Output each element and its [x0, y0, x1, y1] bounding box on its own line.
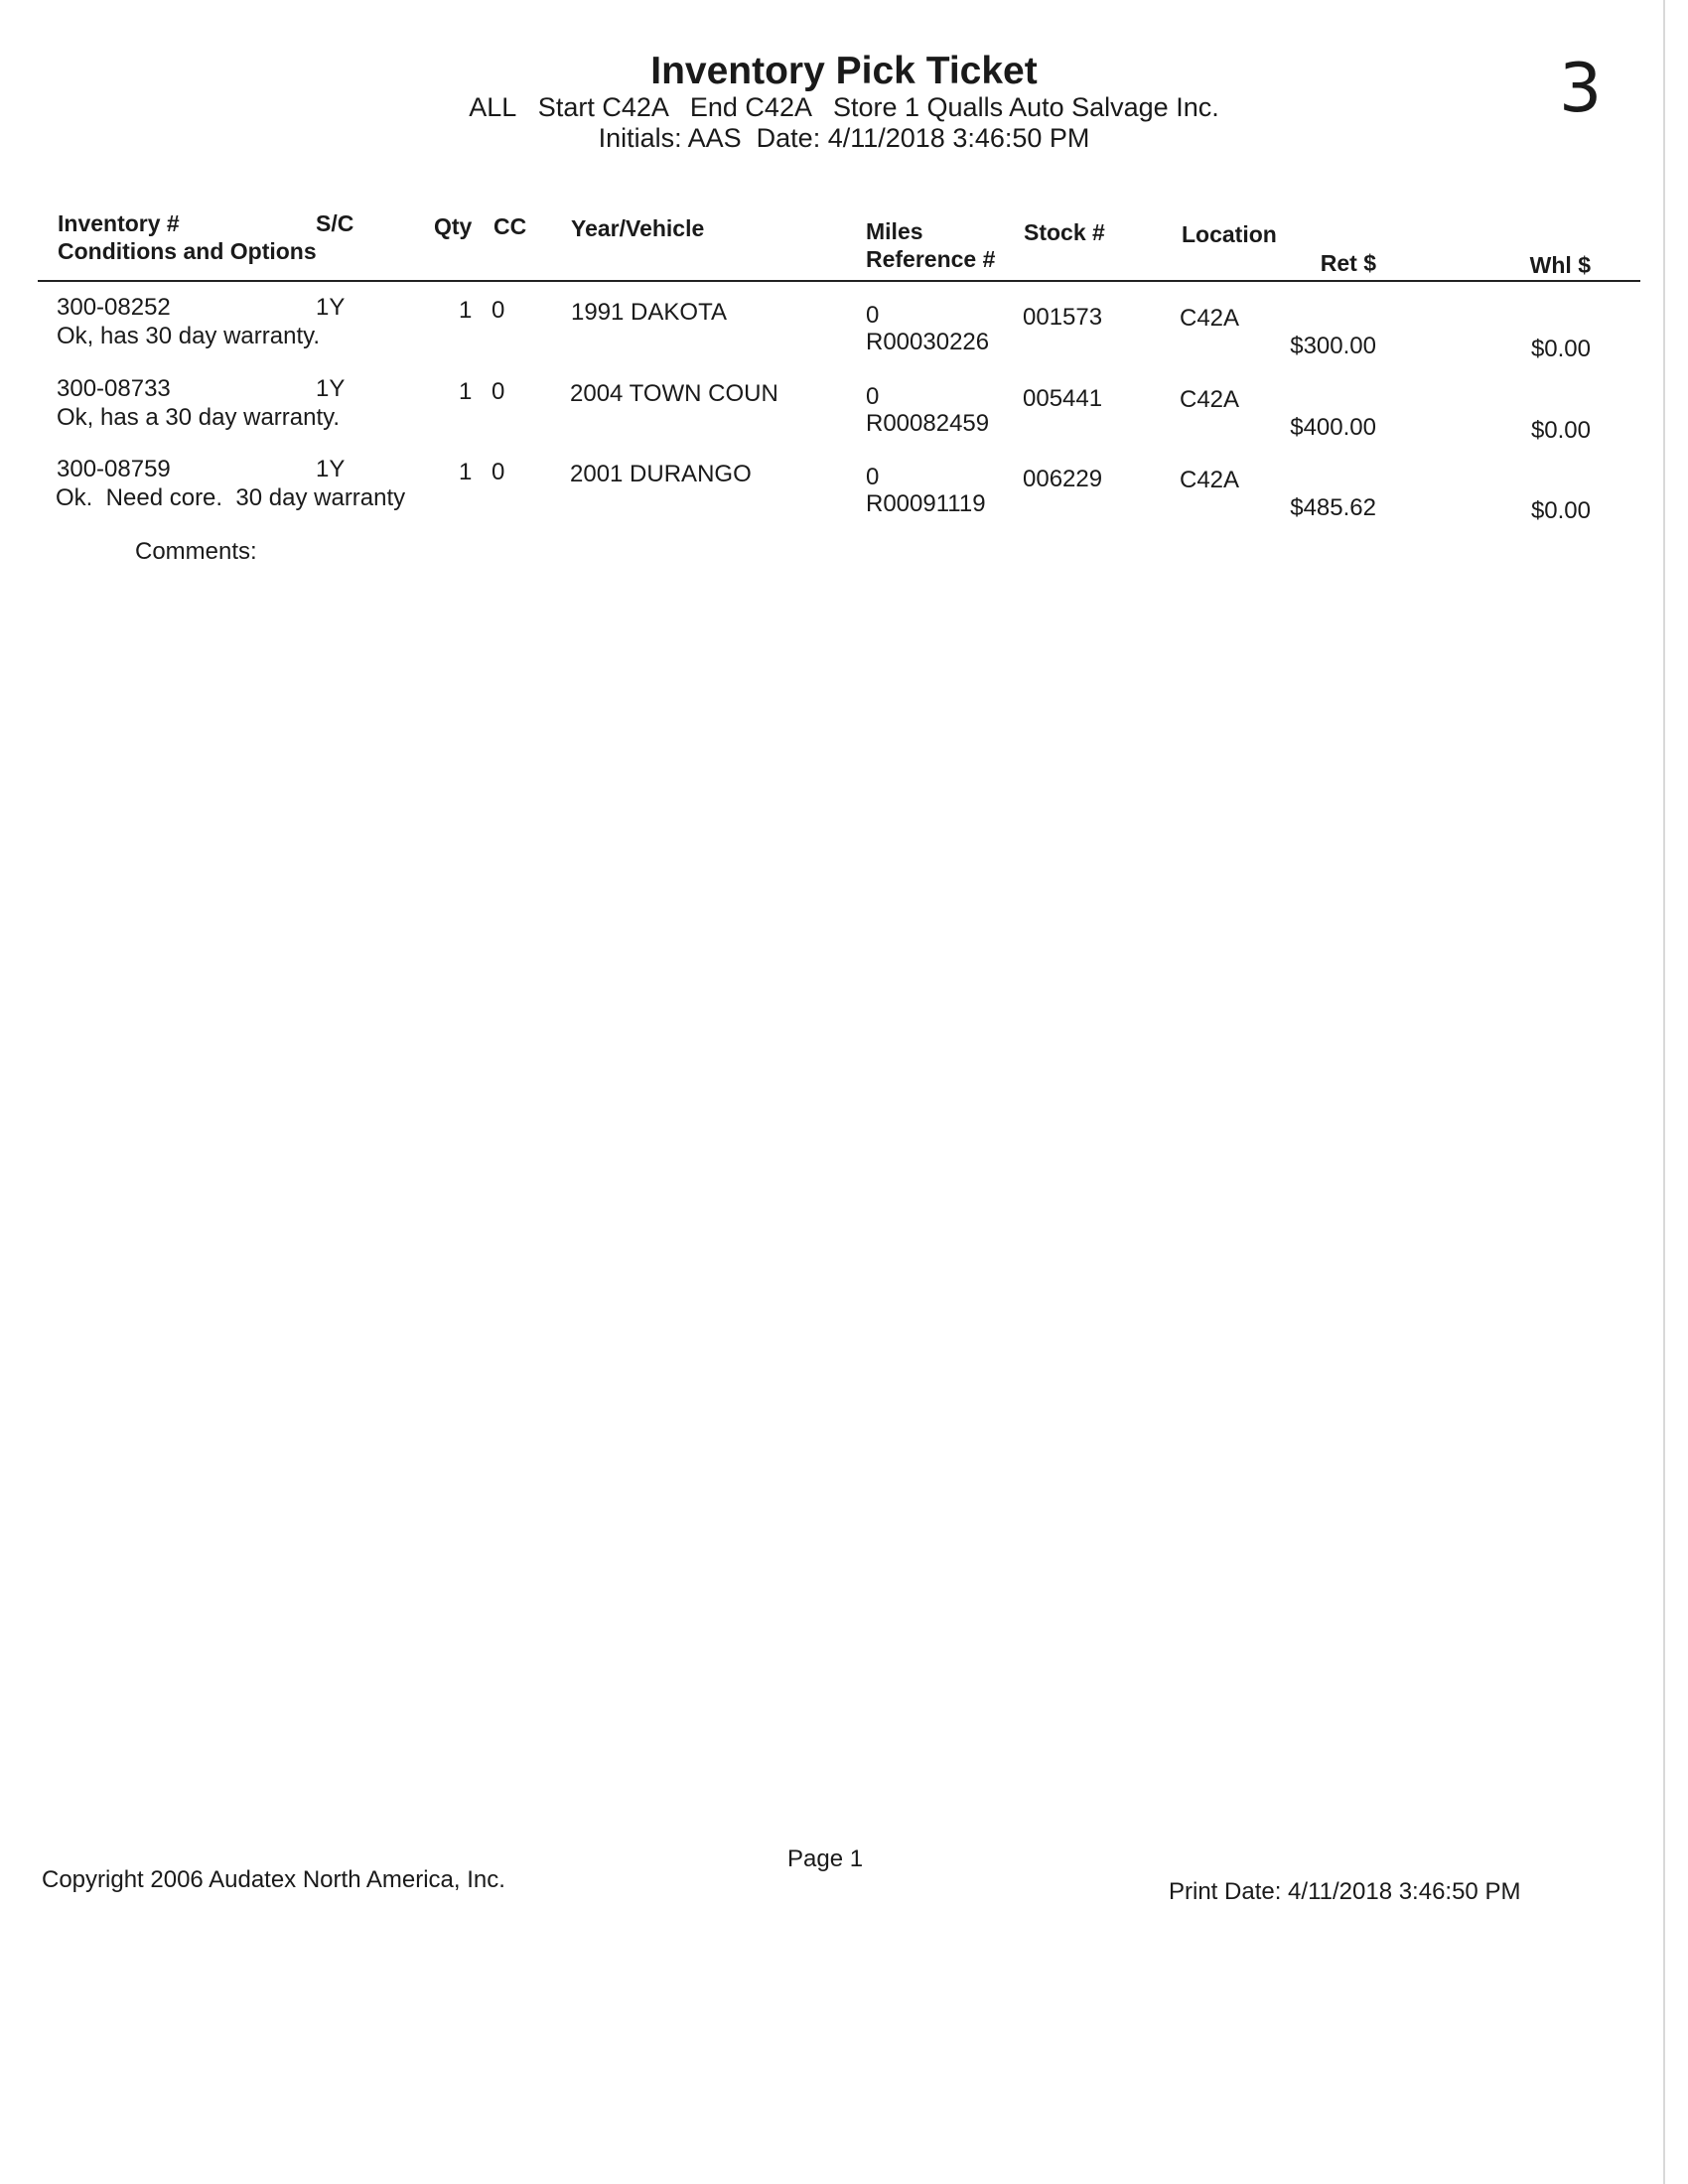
row-stock: 001573 [1023, 304, 1103, 331]
comments-label: Comments: [135, 538, 257, 565]
col-inventory: Inventory # [58, 210, 180, 236]
row-qty: 1 [459, 378, 473, 405]
row-inventory: 300-08733 [57, 375, 171, 402]
footer-copyright: Copyright 2006 Audatex North America, Inc. [42, 1866, 505, 1893]
row-cc: 0 [492, 378, 505, 405]
row-cc: 0 [492, 297, 505, 324]
col-whl: Whl $ [1529, 252, 1591, 278]
page-number-mark: 3 [1559, 50, 1603, 128]
row-vehicle: 2004 TOWN COUN [570, 380, 778, 407]
row-location: C42A [1180, 386, 1240, 413]
row-sc: 1Y [316, 294, 346, 321]
row-qty: 1 [459, 459, 473, 485]
col-ret: Ret $ [1320, 250, 1376, 276]
row-location: C42A [1180, 467, 1240, 493]
col-qty: Qty [434, 213, 473, 239]
row-cc: 0 [492, 459, 505, 485]
row-reference: R00082459 [866, 410, 990, 437]
col-cc: CC [493, 213, 527, 239]
col-stock: Stock # [1024, 219, 1105, 245]
row-ret: $485.62 [1290, 494, 1376, 521]
col-conditions: Conditions and Options [58, 238, 317, 264]
row-miles: 0 [866, 464, 880, 490]
scan-edge [1663, 0, 1665, 2184]
col-miles: Miles [866, 218, 923, 244]
header-line-2: Initials: AAS Date: 4/11/2018 3:46:50 PM [598, 123, 1090, 153]
col-location: Location [1182, 221, 1277, 247]
col-reference: Reference # [866, 246, 996, 272]
row-whl: $0.00 [1530, 417, 1591, 444]
col-year-vehicle: Year/Vehicle [571, 215, 705, 241]
row-vehicle: 2001 DURANGO [570, 461, 752, 487]
row-qty: 1 [459, 297, 473, 324]
row-miles: 0 [866, 383, 880, 410]
row-whl: $0.00 [1530, 497, 1591, 524]
row-location: C42A [1180, 305, 1240, 332]
row-ret: $400.00 [1290, 414, 1376, 441]
header-rule [38, 280, 1640, 282]
page-title: Inventory Pick Ticket [650, 50, 1038, 92]
col-sc: S/C [316, 210, 354, 236]
header-line-1: ALL Start C42A End C42A Store 1 Qualls Auto Salvage Inc. [469, 92, 1219, 122]
row-stock: 005441 [1023, 385, 1103, 412]
row-reference: R00091119 [866, 490, 986, 517]
footer-print-date: Print Date: 4/11/2018 3:46:50 PM [1169, 1878, 1521, 1905]
row-ret: $300.00 [1290, 333, 1376, 359]
row-sc: 1Y [316, 456, 346, 482]
row-conditions: Ok, has a 30 day warranty. [57, 404, 341, 431]
row-whl: $0.00 [1530, 336, 1591, 362]
row-conditions: Ok. Need core. 30 day warranty [56, 484, 406, 511]
row-reference: R00030226 [866, 329, 990, 355]
row-miles: 0 [866, 302, 880, 329]
row-sc: 1Y [316, 375, 346, 402]
row-inventory: 300-08252 [57, 294, 171, 321]
row-stock: 006229 [1023, 466, 1103, 492]
row-inventory: 300-08759 [57, 456, 171, 482]
footer-page: Page 1 [787, 1845, 864, 1872]
row-vehicle: 1991 DAKOTA [571, 299, 727, 326]
row-conditions: Ok, has 30 day warranty. [57, 323, 321, 349]
